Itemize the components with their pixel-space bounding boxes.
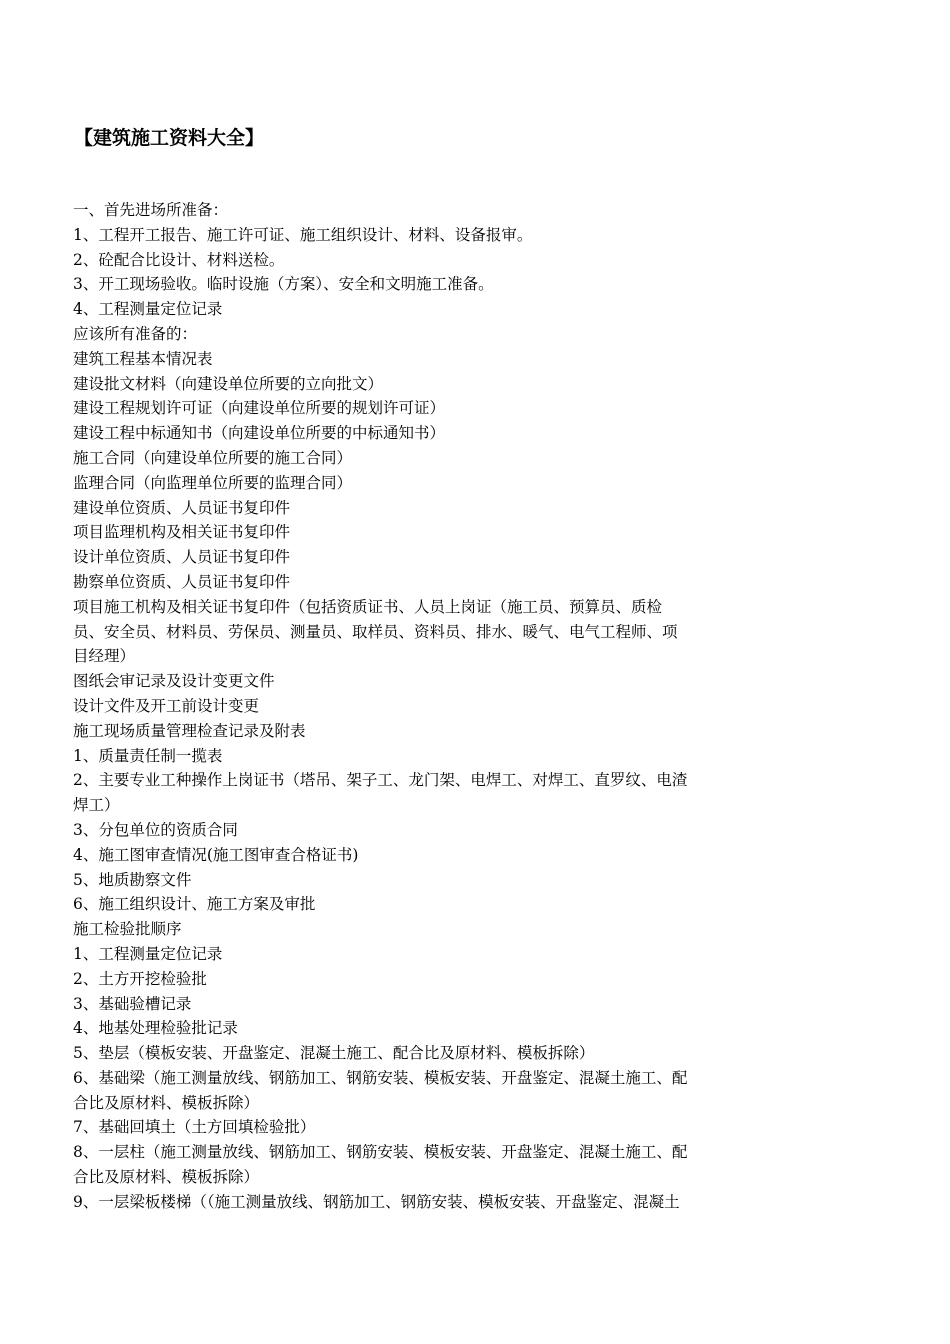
- document-line: 设计单位资质、人员证书复印件: [73, 548, 291, 567]
- document-line: 7、基础回填土（土方回填检验批）: [73, 1118, 316, 1137]
- document-line: 员、安全员、材料员、劳保员、测量员、取样员、资料员、排水、暖气、电气工程师、项: [73, 622, 678, 641]
- document-line: 1、工程开工报告、施工许可证、施工组织设计、材料、设备报审。: [73, 225, 533, 244]
- document-body: [73, 198, 743, 1215]
- document-line: 1、工程测量定位记录: [73, 944, 223, 963]
- document-line: 2、主要专业工种操作上岗证书（塔吊、架子工、龙门架、电焊工、对焊工、直罗纹、电渣: [73, 771, 688, 790]
- document-line: 项目施工机构及相关证书复印件（包括资质证书、人员上岗证（施工员、预算员、质检: [73, 597, 663, 616]
- document-line: 建筑工程基本情况表: [73, 349, 213, 368]
- document-line: 2、砼配合比设计、材料送检。: [73, 250, 285, 269]
- document-line: 6、基础梁（施工测量放线、钢筋加工、钢筋安装、模板安装、开盘鉴定、混凝土施工、配: [73, 1068, 688, 1087]
- document-line: 施工现场质量管理检查记录及附表: [73, 721, 306, 740]
- document-line: 应该所有准备的：: [73, 324, 198, 343]
- document-line: 施工合同（向建设单位所要的施工合同）: [73, 448, 353, 467]
- document-line: 勘察单位资质、人员证书复印件: [73, 572, 291, 591]
- document-line: 监理合同（向监理单位所要的监理合同）: [73, 473, 353, 492]
- document-line: 建设工程中标通知书（向建设单位所要的中标通知书）: [73, 424, 446, 443]
- document-line: 5、垫层（模板安装、开盘鉴定、混凝土施工、配合比及原材料、模板拆除）: [73, 1044, 595, 1063]
- document-line: 一、首先进场所准备：: [73, 201, 229, 219]
- document-line: 8、一层柱（施工测量放线、钢筋加工、钢筋安装、模板安装、开盘鉴定、混凝土施工、配: [73, 1143, 688, 1162]
- document-line: 1、质量责任制一揽表: [73, 746, 223, 765]
- document-line: 项目监理机构及相关证书复印件: [73, 523, 291, 542]
- document-line: 4、地基处理检验批记录: [73, 1019, 238, 1038]
- document-line: 5、地质勘察文件: [73, 870, 192, 889]
- document-line: 图纸会审记录及设计变更文件: [73, 672, 275, 691]
- document-line: 施工检验批顺序: [73, 920, 182, 939]
- document-line: 设计文件及开工前设计变更: [73, 696, 260, 715]
- document-line: 焊工）: [73, 796, 120, 815]
- document-line: 3、基础验槽记录: [73, 994, 192, 1013]
- document-line: 4、工程测量定位记录: [73, 300, 223, 319]
- document-line: 9、一层梁板楼梯（（施工测量放线、钢筋加工、钢筋安装、模板安装、开盘鉴定、混凝土: [73, 1192, 680, 1211]
- document-line: 合比及原材料、模板拆除）: [73, 1168, 260, 1187]
- document-line: 合比及原材料、模板拆除）: [73, 1093, 260, 1112]
- document-line: 目经理）: [73, 647, 136, 666]
- document-line: 3、分包单位的资质合同: [73, 820, 238, 839]
- document-line: 4、施工图审查情况(施工图审查合格证书): [73, 845, 359, 864]
- document-line: 2、土方开挖检验批: [73, 969, 207, 988]
- document-line: 建设工程规划许可证（向建设单位所要的规划许可证）: [73, 399, 446, 418]
- document-line: 建设单位资质、人员证书复印件: [73, 498, 291, 517]
- document-line: 3、开工现场验收。临时设施（方案）、安全和文明施工准备。: [73, 275, 494, 294]
- document-line: 建设批文材料（向建设单位所要的立向批文）: [73, 374, 384, 393]
- document-line: 6、施工组织设计、施工方案及审批: [73, 895, 316, 914]
- document-title: 【建筑施工资料大全】: [74, 127, 265, 149]
